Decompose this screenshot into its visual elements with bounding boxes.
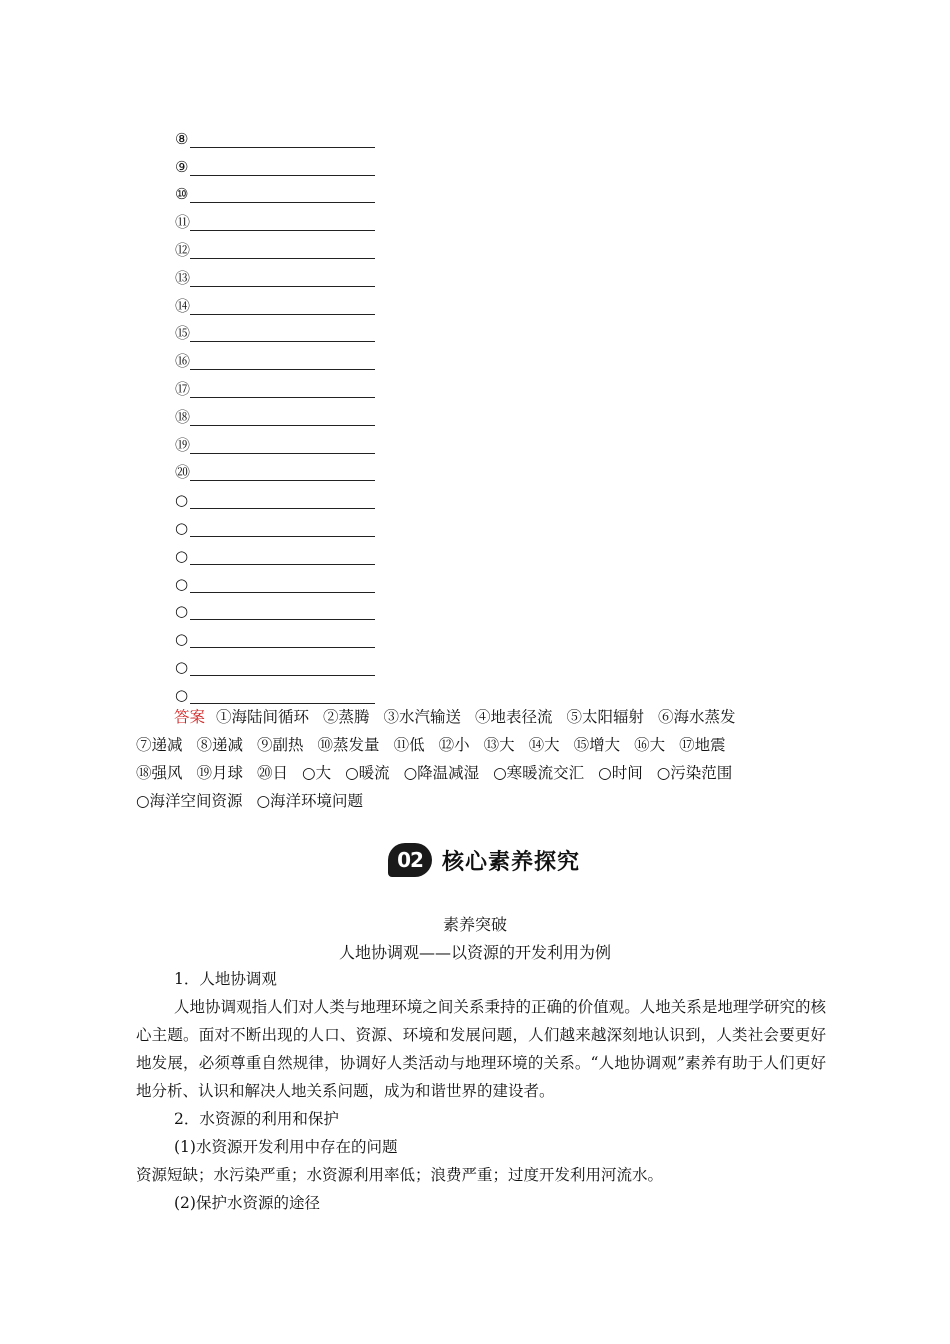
blank-line (190, 131, 375, 148)
heading-2: 2．水资源的利用和保护 (174, 1110, 339, 1128)
answer-item: ⑳日 (257, 764, 289, 782)
answer-item: ⑦递减 (136, 736, 183, 754)
answer-item: ⑩蒸发量 (317, 736, 380, 754)
blank-number: ⑩ (175, 185, 189, 204)
fill-in-blank-list (175, 120, 395, 704)
blank-line (190, 298, 375, 315)
blank-number: ⑭ (175, 296, 191, 315)
body-text (136, 965, 826, 1217)
blank-line (190, 214, 375, 231)
paragraph-1: 人地协调观指人们对人类与地理环境之间关系秉持的正确的价值观。人地关系是地理学研究的核心主题。面对不断出现的人口、资源、环境和发展问题，人们越来越深刻地认识到，人类社会要更好地发展，必须尊重自然规律，协调好人类活动与地理环境的关系。“人地协调观”素养有助于人们更好地分析、认识和解决人地关系问题，成为和谐世界的建设者。 (136, 998, 826, 1100)
blank-number: ⑲ (175, 435, 191, 454)
blank-line (190, 159, 375, 176)
answer-item: ○时间 (598, 764, 643, 782)
blank-line (190, 548, 375, 565)
answer-item: ②蒸腾 (322, 708, 370, 726)
blank-number: ⑯ (175, 352, 191, 371)
blank-row (175, 203, 395, 231)
blank-number: ○ (175, 657, 189, 676)
blank-number: ⑰ (175, 379, 191, 398)
blank-line (190, 242, 375, 259)
paragraph-2: 资源短缺；水污染严重；水资源利用率低；浪费严重；过度开发利用河流水。 (136, 1166, 664, 1184)
answer-item: ⑲月球 (196, 764, 244, 782)
section-heading (388, 843, 580, 877)
answer-item: ⑪低 (393, 736, 425, 754)
answer-block (136, 703, 826, 815)
heading-1: 1．人地协调观 (174, 970, 277, 988)
blank-line (190, 381, 375, 398)
blank-line (190, 464, 375, 481)
blank-line (190, 353, 375, 370)
blank-number: ⑬ (175, 268, 191, 287)
blank-number: ○ (175, 546, 189, 565)
answer-item: ⑧递减 (196, 736, 244, 754)
answer-item: ⑭大 (528, 736, 560, 754)
subheading-2b: (2)保护水资源的途径 (174, 1194, 320, 1212)
blank-row (175, 287, 395, 315)
blank-number: ⑳ (175, 463, 191, 482)
answer-item: ○海洋环境问题 (256, 792, 364, 810)
blank-number: ○ (175, 602, 189, 621)
blank-number: ○ (175, 685, 189, 704)
blank-row (175, 593, 395, 621)
blank-line (190, 325, 375, 342)
blank-line (190, 437, 375, 454)
answer-item: ⑤太阳辐射 (566, 708, 645, 726)
blank-number: ○ (175, 574, 189, 593)
answer-item: ○寒暖流交汇 (493, 764, 585, 782)
blank-row (175, 481, 395, 509)
blank-row (175, 315, 395, 343)
blank-line (190, 603, 375, 620)
blank-number: ⑪ (175, 213, 191, 232)
answer-item: ③水汽输送 (383, 708, 461, 726)
answer-item: ⑮增大 (573, 736, 621, 754)
blank-line (190, 270, 375, 287)
answer-item: ○降温减湿 (403, 764, 480, 782)
blank-row (175, 648, 395, 676)
answer-label: 答案 (174, 708, 206, 726)
blank-number: ○ (175, 518, 189, 537)
blank-row (175, 148, 395, 176)
blank-line (190, 631, 375, 648)
answer-item: ①海陆间循环 (215, 708, 309, 726)
section-number-badge: 02 (388, 843, 432, 877)
blank-line (190, 576, 375, 593)
section-title: 核心素养探究 (442, 849, 581, 875)
subtitle: 素养突破 (442, 915, 507, 934)
blank-line (190, 186, 375, 203)
blank-line (190, 409, 375, 426)
answer-line-4 (136, 787, 826, 815)
blank-number: ⑱ (175, 407, 191, 426)
answer-line-1 (136, 703, 826, 731)
blank-row (175, 120, 395, 148)
blank-number: ○ (175, 491, 189, 510)
blank-number: ⑮ (175, 324, 191, 343)
answer-item: ⑥海水蒸发 (658, 708, 736, 726)
answer-line-3 (136, 759, 826, 787)
answer-item: ⑫小 (438, 736, 470, 754)
answer-line-2 (136, 731, 826, 759)
topic-title: 人地协调观——以资源的开发利用为例 (338, 943, 611, 962)
blank-row (175, 565, 395, 593)
blank-row (175, 259, 395, 287)
blank-row (175, 231, 395, 259)
blank-row (175, 342, 395, 370)
blank-row (175, 176, 395, 204)
blank-number: ⑫ (175, 240, 191, 259)
blank-row (175, 509, 395, 537)
answer-item: ○污染范围 (656, 764, 733, 782)
answer-item: ⑬大 (483, 736, 515, 754)
answer-item: ⑰地震 (679, 736, 726, 754)
blank-row (175, 537, 395, 565)
blank-row (175, 398, 395, 426)
blank-line (190, 659, 375, 676)
subheading-2a: (1)水资源开发利用中存在的问题 (174, 1138, 398, 1156)
answer-item: ④地表径流 (475, 708, 553, 726)
blank-row (175, 454, 395, 482)
blank-row (175, 426, 395, 454)
blank-number: ○ (175, 630, 189, 649)
blank-number: ⑨ (175, 157, 189, 176)
answer-item: ○大 (302, 764, 332, 782)
answer-item: ○海洋空间资源 (136, 792, 243, 810)
blank-row (175, 370, 395, 398)
blank-row (175, 676, 395, 704)
blank-line (190, 520, 375, 537)
answer-item: ⑱强风 (136, 764, 183, 782)
answer-item: ○暖流 (345, 764, 390, 782)
blank-row (175, 620, 395, 648)
blank-line (190, 492, 375, 509)
answer-item: ⑨副热 (257, 736, 304, 754)
blank-number: ⑧ (175, 129, 189, 148)
answer-item: ⑯大 (634, 736, 666, 754)
blank-line (190, 687, 375, 704)
